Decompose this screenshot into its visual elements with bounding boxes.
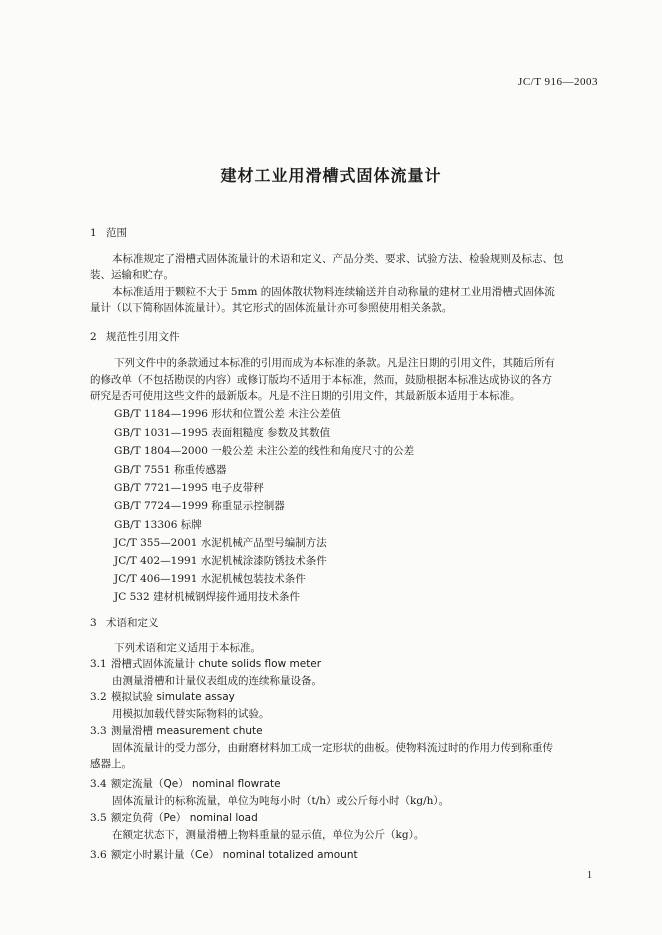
term-number: 3.5 xyxy=(90,812,107,824)
reference-item xyxy=(114,407,341,421)
page-title: 建材工业用滑槽式固体流量计 xyxy=(220,166,442,185)
reference-code: GB/T 13306 xyxy=(114,519,178,531)
section-number: 3 xyxy=(90,617,97,629)
reference-title: 标牌 xyxy=(180,519,202,531)
section-number: 2 xyxy=(90,331,97,343)
reference-item xyxy=(114,444,414,458)
reference-code: GB/T 7721—1995 xyxy=(114,482,208,494)
paragraph-line: 下列术语和定义适用于本标准。 xyxy=(114,642,261,654)
section-number: 1 xyxy=(90,227,97,239)
term-heading xyxy=(90,724,263,738)
reference-item xyxy=(114,426,330,440)
term-heading xyxy=(90,690,235,704)
reference-item xyxy=(114,499,285,513)
reference-title: 称重显示控制器 xyxy=(211,500,285,512)
term-heading xyxy=(90,848,358,862)
term-number: 3.6 xyxy=(90,849,107,861)
reference-title: 建材机械钢焊接件通用技术条件 xyxy=(152,591,300,603)
paragraph-line: 的修改单（不包括勘误的内容）或修订版均不适用于本标准，然而，鼓励根据本标准达成协议的各方 xyxy=(90,374,552,386)
paragraph-line: 量计（以下简称固体流量计）。其它形式的固体流量计亦可参照使用相关条款。 xyxy=(90,302,453,314)
term-name: 额定负荷（Pe） nominal load xyxy=(111,812,258,824)
paragraph-line: 本标准规定了滑槽式固体流量计的术语和定义、产品分类、要求、试验方法、检验规则及标志、包 xyxy=(112,253,564,265)
reference-item xyxy=(114,481,264,495)
paragraph-line: 装、运输和贮存。 xyxy=(90,269,174,281)
section-title: 规范性引用文件 xyxy=(106,331,180,343)
reference-code: GB/T 1184—1996 xyxy=(114,408,208,420)
reference-title: 电子皮带秤 xyxy=(211,482,264,494)
term-name: 额定流量（Qe） nominal flowrate xyxy=(111,778,281,790)
term-definition: 在额定状态下，测量滑槽上物料重量的显示值，单位为公斤（kg）。 xyxy=(112,829,425,841)
term-definition: 固体流量计的受力部分，由耐磨材料加工成一定形状的曲板。使物料流过时的作用力传到称重传 xyxy=(112,742,553,754)
reference-title: 水泥机械包装技术条件 xyxy=(200,573,306,585)
reference-title: 形状和位置公差 未注公差值 xyxy=(211,408,341,420)
paragraph-line: 本标准适用于颗粒不大于 5mm 的固体散状物料连续输送并自动称量的建材工业用滑槽式固体流 xyxy=(112,286,555,298)
reference-code: GB/T 1031—1995 xyxy=(114,427,208,439)
term-number: 3.4 xyxy=(90,778,107,790)
reference-title: 表面粗糙度 参数及其数值 xyxy=(211,427,331,439)
section-1-heading xyxy=(90,226,127,240)
reference-item xyxy=(114,536,327,550)
paragraph-line: 下列文件中的条款通过本标准的引用而成为本标准的条款。凡是注日期的引用文件，其随后所有 xyxy=(114,357,555,369)
term-number: 3.2 xyxy=(90,691,107,703)
term-number: 3.1 xyxy=(90,658,107,670)
term-heading xyxy=(90,777,281,791)
term-name: 模拟试验 simulate assay xyxy=(111,691,235,703)
reference-title: 称重传感器 xyxy=(174,464,227,476)
reference-title: 一般公差 未注公差的线性和角度尺寸的公差 xyxy=(211,445,415,457)
page-number: 1 xyxy=(587,870,592,881)
term-name: 测量滑槽 measurement chute xyxy=(111,725,263,737)
term-name: 额定小时累计量（Ce） nominal totalized amount xyxy=(111,849,358,861)
reference-code: GB/T 7724—1999 xyxy=(114,500,208,512)
reference-item xyxy=(114,572,306,586)
term-name: 滑槽式固体流量计 chute solids flow meter xyxy=(111,658,322,670)
reference-code: JC/T 355—2001 xyxy=(114,537,198,549)
paragraph-line: 研究是否可使用这些文件的最新版本。凡是不注日期的引用文件，其最新版本适用于本标准。 xyxy=(90,390,521,402)
section-title: 范围 xyxy=(106,227,127,239)
reference-item xyxy=(114,463,227,477)
section-3-heading xyxy=(90,616,159,630)
reference-code: GB/T 1804—2000 xyxy=(114,445,208,457)
term-definition: 感器上。 xyxy=(90,758,132,770)
reference-title: 水泥机械产品型号编制方法 xyxy=(200,537,327,549)
reference-item xyxy=(114,518,202,532)
reference-title: 水泥机械涂漆防锈技术条件 xyxy=(200,555,327,567)
term-definition: 固体流量计的标称流量，单位为吨每小时（t/h）或公斤每小时（kg/h）。 xyxy=(112,795,450,807)
reference-item xyxy=(114,554,327,568)
reference-code: JC/T 402—1991 xyxy=(114,555,198,567)
term-heading xyxy=(90,811,258,825)
standard-code: JC/T 916—2003 xyxy=(518,76,598,88)
term-heading xyxy=(90,657,321,671)
reference-code: JC/T 406—1991 xyxy=(114,573,198,585)
term-definition: 用模拟加载代替实际物料的试验。 xyxy=(112,708,270,720)
section-title: 术语和定义 xyxy=(106,617,159,629)
reference-code: GB/T 7551 xyxy=(114,464,171,476)
reference-item xyxy=(114,590,300,604)
reference-code: JC 532 xyxy=(114,591,150,603)
term-number: 3.3 xyxy=(90,725,107,737)
section-2-heading xyxy=(90,330,180,344)
term-definition: 由测量滑槽和计量仪表组成的连续称量设备。 xyxy=(112,675,322,687)
